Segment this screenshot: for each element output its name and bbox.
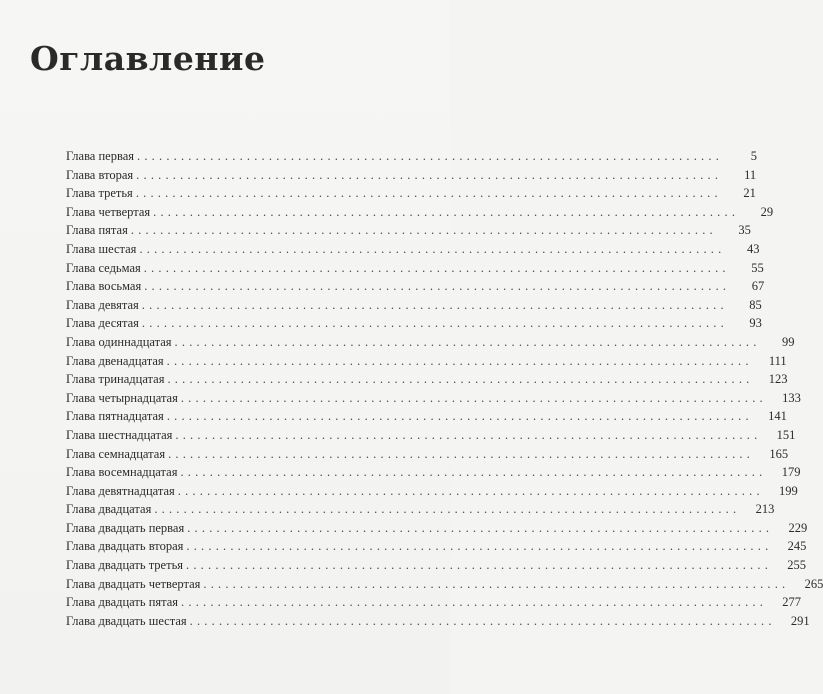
toc-entry-label: Глава двадцатая xyxy=(66,502,152,517)
toc-entry-leader-dots: ................................................................................ xyxy=(174,334,761,349)
toc-entry-page-number: 265 xyxy=(804,576,823,591)
toc-entry-label: Глава первая xyxy=(66,149,135,163)
toc-entry xyxy=(66,186,756,205)
toc-entry-label: Глава семнадцатая xyxy=(66,446,166,461)
toc-entry-page-number: 291 xyxy=(790,613,810,628)
table-of-contents xyxy=(66,149,823,632)
toc-entry-label: Глава шестая xyxy=(66,241,137,256)
toc-entry-leader-dots: ................................................................................ xyxy=(203,576,790,591)
toc-entry-page-number: 21 xyxy=(743,186,756,201)
toc-entry xyxy=(66,204,774,224)
toc-entry-label: Глава третья xyxy=(66,186,133,201)
toc-entry-label: Глава пятая xyxy=(66,223,128,238)
toc-entry-label: Глава восьмая xyxy=(66,279,142,294)
toc-entry xyxy=(66,446,789,466)
toc-entry-leader-dots: ................................................................................ xyxy=(153,204,740,219)
toc-entry xyxy=(66,465,801,484)
toc-entry xyxy=(66,372,788,391)
toc-entry-page-number: 133 xyxy=(782,390,801,405)
toc-entry-label: Глава тринадцатая xyxy=(66,372,165,387)
toc-entry-leader-dots: ................................................................................ xyxy=(166,409,753,424)
page-title: Оглавление xyxy=(30,39,266,78)
toc-entry-label: Глава одиннадцатая xyxy=(66,334,172,349)
toc-entry-leader-dots: ................................................................................ xyxy=(139,241,726,256)
toc-entry-leader-dots: ................................................................................ xyxy=(144,279,731,294)
toc-entry xyxy=(66,539,807,558)
toc-entry-leader-dots: ................................................................................ xyxy=(154,502,741,517)
toc-entry-page-number: 213 xyxy=(755,502,775,517)
toc-entry-page-number: 55 xyxy=(751,260,764,275)
toc-entry xyxy=(66,409,787,428)
toc-entry-page-number: 245 xyxy=(787,539,807,554)
toc-entry-page-number: 5 xyxy=(750,149,758,163)
toc-entry-leader-dots: ................................................................................ xyxy=(143,260,730,275)
toc-entry-label: Глава девятнадцатая xyxy=(66,483,175,498)
toc-entry-leader-dots: ................................................................................ xyxy=(186,558,773,573)
toc-entry xyxy=(66,390,801,410)
toc-entry-leader-dots: ................................................................................ xyxy=(137,149,724,163)
toc-entry xyxy=(66,297,762,317)
toc-entry xyxy=(66,613,810,633)
toc-entry-leader-dots: ................................................................................ xyxy=(136,167,723,182)
toc-entry-label: Глава двадцать первая xyxy=(66,520,185,535)
toc-entry-page-number: 11 xyxy=(744,167,757,182)
toc-entry xyxy=(66,149,758,168)
toc-entry-leader-dots: ................................................................................ xyxy=(130,223,717,238)
toc-entry-page-number: 43 xyxy=(746,241,760,256)
toc-entry-label: Глава седьмая xyxy=(66,260,141,275)
toc-entry xyxy=(66,167,757,187)
toc-entry-page-number: 255 xyxy=(787,558,807,573)
toc-entry-page-number: 67 xyxy=(751,279,765,294)
toc-entry-label: Глава двадцать третья xyxy=(66,558,184,573)
toc-entry xyxy=(66,260,764,280)
toc-entry xyxy=(66,427,796,447)
toc-entry-page-number: 99 xyxy=(782,334,795,349)
toc-entry xyxy=(66,483,798,503)
toc-entry xyxy=(66,241,760,261)
toc-entry-leader-dots: ................................................................................ xyxy=(141,297,728,312)
toc-entry-page-number: 229 xyxy=(788,520,808,535)
toc-entry-leader-dots: ................................................................................ xyxy=(181,595,768,610)
toc-entry-label: Глава пятнадцатая xyxy=(66,409,164,424)
toc-entry-label: Глава двенадцатая xyxy=(66,353,164,368)
toc-entry xyxy=(66,520,808,540)
toc-entry-leader-dots: ................................................................................ xyxy=(180,465,767,480)
toc-entry-page-number: 123 xyxy=(768,372,788,387)
toc-entry xyxy=(66,558,807,577)
toc-entry-leader-dots: ................................................................................ xyxy=(189,613,776,628)
toc-entry-label: Глава двадцать пятая xyxy=(66,595,179,610)
toc-entry-label: Глава двадцать вторая xyxy=(66,539,184,554)
toc-entry-label: Глава восемнадцатая xyxy=(66,465,178,480)
toc-entry xyxy=(66,353,787,373)
toc-entry-page-number: 29 xyxy=(760,204,774,219)
toc-entry-page-number: 93 xyxy=(749,316,762,331)
toc-entry-leader-dots: ................................................................................ xyxy=(177,483,764,498)
toc-entry-label: Глава девятая xyxy=(66,297,139,312)
toc-entry xyxy=(66,223,751,242)
toc-entry-label: Глава четырнадцатая xyxy=(66,390,178,405)
toc-entry-label: Глава двадцать шестая xyxy=(66,613,187,628)
toc-entry-leader-dots: ................................................................................ xyxy=(175,427,762,442)
toc-entry-page-number: 277 xyxy=(782,595,802,610)
toc-entry xyxy=(66,595,802,614)
toc-entry-leader-dots: ................................................................................ xyxy=(141,316,728,331)
toc-entry-label: Глава шестнадцатая xyxy=(66,427,173,442)
toc-entry-page-number: 199 xyxy=(779,483,798,498)
toc-entry-page-number: 179 xyxy=(781,465,801,480)
toc-entry-page-number: 85 xyxy=(749,297,762,312)
toc-entry-page-number: 35 xyxy=(738,223,751,238)
toc-entry-label: Глава четвертая xyxy=(66,204,151,219)
toc-entry-page-number: 165 xyxy=(769,446,789,461)
toc-entry-leader-dots: ................................................................................ xyxy=(186,539,773,554)
toc-entry xyxy=(66,279,765,298)
toc-entry-leader-dots: ................................................................................ xyxy=(180,390,767,405)
toc-entry-leader-dots: ................................................................................ xyxy=(167,372,754,387)
toc-entry-label: Глава двадцать четвертая xyxy=(66,576,201,591)
toc-entry-leader-dots: ................................................................................ xyxy=(166,353,753,368)
toc-entry-page-number: 151 xyxy=(776,427,796,442)
toc-entry-label: Глава десятая xyxy=(66,316,139,331)
toc-entry-leader-dots: ................................................................................ xyxy=(168,446,755,461)
toc-entry-page-number: 141 xyxy=(768,409,787,424)
toc-entry-label: Глава вторая xyxy=(66,167,134,182)
toc-entry xyxy=(66,316,762,335)
toc-entry xyxy=(66,334,795,354)
toc-entry xyxy=(66,576,823,596)
toc-entry-leader-dots: ................................................................................ xyxy=(135,186,722,201)
toc-entry xyxy=(66,502,775,521)
toc-entry-leader-dots: ................................................................................ xyxy=(187,520,774,535)
toc-entry-page-number: 111 xyxy=(768,353,787,368)
